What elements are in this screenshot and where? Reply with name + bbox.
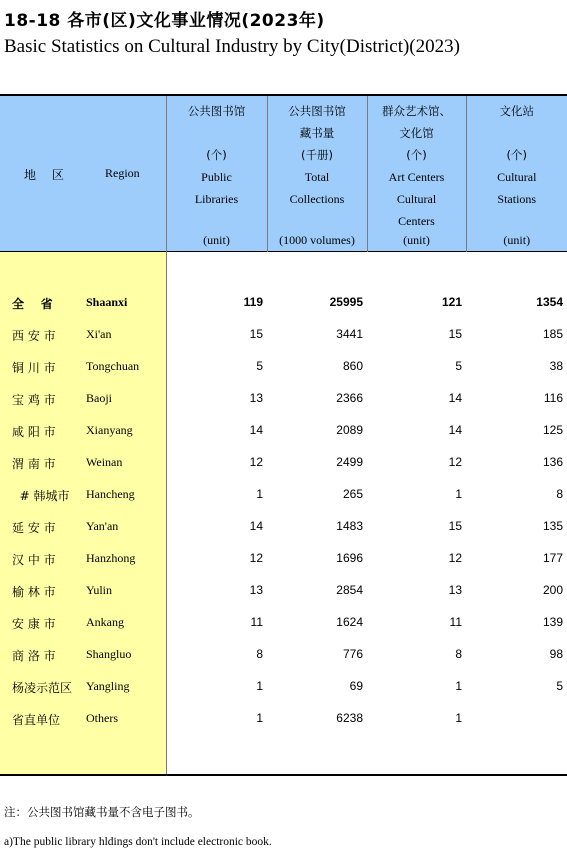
value-cell: 5 [556, 679, 563, 693]
value-cell: 1 [455, 711, 462, 725]
value-cell: 2854 [336, 583, 363, 597]
value-cell: 265 [342, 487, 363, 501]
value-cell: 5 [455, 359, 462, 373]
value-cell: 121 [441, 295, 462, 309]
table-row [0, 670, 567, 702]
table-row [0, 702, 567, 734]
value-cell: 136 [542, 455, 563, 469]
table-row [0, 510, 567, 542]
region-cell [0, 414, 166, 446]
value-cell: 15 [249, 327, 263, 341]
value-cell [466, 702, 567, 734]
table-row [0, 638, 567, 670]
header-col-cn-line2: 文化馆 [399, 126, 434, 140]
region-name-cn: 西 安 市 [12, 329, 56, 343]
region-cell [0, 670, 166, 702]
header-col-cn-line2: 藏书量 [299, 126, 335, 140]
header-col-unit-en: (unit) [403, 233, 430, 247]
value-cell: 1 [256, 679, 263, 693]
value-cell: 8 [256, 647, 263, 661]
value-cell: 3441 [336, 327, 363, 341]
header-col-en: Public Libraries [194, 170, 239, 206]
region-name-en: Shangluo [86, 647, 132, 661]
region-cell [0, 382, 166, 414]
region-name-en: Baoji [86, 391, 112, 405]
table-row [0, 350, 567, 382]
header-col-unit-en: (unit) [503, 233, 531, 247]
value-cell: 1483 [336, 519, 363, 533]
region-name-en: Hanzhong [86, 551, 136, 565]
region-cell [0, 574, 166, 606]
region-name-cn: 商 洛 市 [12, 649, 56, 663]
region-name-cn: 榆 林 市 [12, 585, 56, 599]
spacer-row [0, 734, 567, 775]
header-col-cn-line1: 公共图书馆 [288, 104, 346, 118]
header-col-en: Cultural Stations [497, 170, 537, 206]
header-col-cn [268, 100, 367, 144]
value-cell: 2089 [336, 423, 363, 437]
header-col-cn-line1: 文化站 [499, 104, 534, 118]
value-cell: 5 [256, 359, 263, 373]
value-cell: 116 [543, 391, 563, 405]
region-name-cn: 宝 鸡 市 [12, 393, 56, 407]
value-cell: 135 [542, 519, 563, 533]
region-cell [0, 318, 166, 350]
value-cell: 12 [448, 551, 462, 565]
table-row [0, 382, 567, 414]
value-cell: 2366 [336, 391, 363, 405]
region-cell [0, 446, 166, 478]
value-cell: 125 [542, 423, 563, 437]
note-chinese: 注：公共图书馆藏书量不含电子图书。 [4, 805, 200, 819]
region-cell [0, 510, 166, 542]
header-region-en: Region [105, 166, 140, 180]
header-col-en: Art Centers Cultural Centers [388, 170, 445, 228]
value-cell: 25995 [329, 295, 363, 309]
table-row [0, 478, 567, 510]
value-cell: 69 [349, 679, 363, 693]
value-cell: 13 [448, 583, 462, 597]
header-col-unit-cn: (个) [506, 148, 527, 162]
value-cell: 1 [455, 679, 462, 693]
table-row [0, 286, 567, 318]
value-cell: 13 [249, 391, 263, 405]
value-cell: 14 [448, 423, 462, 437]
value-cell: 1 [455, 487, 462, 501]
region-name-en: Tongchuan [86, 359, 140, 373]
header-region-cn: 地 区 [24, 168, 70, 182]
region-name-cn: 渭 南 市 [12, 457, 56, 471]
value-cell: 11 [250, 615, 263, 629]
header-col-mid [368, 144, 466, 232]
header-col-cn [167, 100, 267, 122]
table-row [0, 574, 567, 606]
value-cell: 14 [448, 391, 462, 405]
value-cell: 1354 [536, 295, 563, 309]
header-public-libraries [166, 95, 267, 252]
region-name-en: Xianyang [86, 423, 133, 437]
value-cell: 8 [455, 647, 462, 661]
note-english: a)The public library hldings don't include electronic book. [4, 836, 272, 848]
value-cell: 12 [249, 455, 263, 469]
header-col-cn [368, 100, 466, 144]
region-name-cn: 铜 川 市 [12, 361, 56, 375]
table-header-row [0, 95, 567, 252]
value-cell: 14 [249, 423, 263, 437]
region-name-en: Ankang [86, 615, 124, 629]
header-col-unit-cn: (个) [206, 148, 227, 162]
value-cell: 1 [256, 711, 263, 725]
region-cell [0, 702, 166, 734]
region-name-cn: # 韩城市 [12, 489, 70, 503]
value-cell: 13 [249, 583, 263, 597]
value-cell: 119 [243, 295, 263, 309]
header-col-unit-cn: (千册) [301, 148, 333, 162]
header-col-en: Total Collections [289, 170, 345, 206]
value-cell: 15 [448, 327, 462, 341]
header-col-mid [268, 144, 367, 210]
value-cell: 2499 [336, 455, 363, 469]
region-name-cn: 延 安 市 [12, 521, 56, 535]
value-cell: 38 [549, 359, 563, 373]
value-cell: 14 [249, 519, 263, 533]
value-cell: 776 [342, 647, 363, 661]
region-name-en: Xi'an [86, 327, 112, 341]
value-cell: 6238 [336, 711, 363, 725]
region-name-cn: 咸 阳 市 [12, 425, 56, 439]
value-cell: 8 [556, 487, 563, 501]
region-cell [0, 350, 166, 382]
value-cell: 1696 [336, 551, 363, 565]
value-cell: 12 [448, 455, 462, 469]
region-name-en: Yulin [86, 583, 113, 597]
value-cell: 1 [256, 487, 263, 501]
region-name-cn: 杨凌示范区 [12, 681, 73, 695]
region-cell [0, 478, 166, 510]
value-cell: 12 [249, 551, 263, 565]
header-col-mid [467, 144, 567, 210]
region-cell [0, 542, 166, 574]
region-name-en: Yan'an [86, 519, 119, 533]
table-row [0, 414, 567, 446]
region-cell [0, 638, 166, 670]
header-region [0, 95, 166, 252]
header-col-mid [167, 144, 267, 210]
region-name-en: Weinan [86, 455, 123, 469]
table-row [0, 318, 567, 350]
header-total-collections [267, 95, 367, 252]
value-cell: 1624 [336, 615, 363, 629]
region-name-cn: 安 康 市 [12, 617, 56, 631]
region-name-en: Others [86, 711, 118, 725]
table-row [0, 542, 567, 574]
header-col-unit-cn: (个) [406, 148, 427, 162]
header-col-cn-line1: 群众艺术馆、 [382, 104, 451, 118]
value-cell: 98 [549, 647, 563, 661]
region-name-cn: 全 省 [12, 297, 53, 311]
header-cultural-stations [466, 95, 567, 252]
region-name-en: Hancheng [86, 487, 135, 501]
table-row [0, 606, 567, 638]
region-name-en: Shaanxi [86, 295, 128, 309]
title-chinese: 18-18 各市(区)文化事业情况(2023年) [4, 11, 325, 31]
value-cell: 139 [542, 615, 563, 629]
region-cell [0, 286, 166, 318]
value-cell: 11 [449, 615, 462, 629]
region-cell [0, 606, 166, 638]
header-col-cn [467, 100, 567, 122]
table-row [0, 446, 567, 478]
region-name-cn: 汉 中 市 [12, 553, 56, 567]
value-cell: 860 [342, 359, 363, 373]
value-cell: 200 [542, 583, 563, 597]
title-english: Basic Statistics on Cultural Industry by City(District)(2023) [4, 36, 460, 57]
header-art-centers [367, 95, 466, 252]
header-col-unit-en: (unit) [203, 233, 230, 247]
value-cell: 185 [542, 327, 563, 341]
statistics-table [0, 94, 567, 776]
region-name-en: Yangling [86, 679, 130, 693]
value-cell: 15 [448, 519, 462, 533]
header-col-cn-line1: 公共图书馆 [187, 104, 246, 118]
value-cell: 177 [542, 551, 563, 565]
spacer-row [0, 252, 567, 287]
region-name-cn: 省直单位 [12, 713, 61, 727]
header-col-unit-en: (1000 volumes) [279, 233, 355, 247]
